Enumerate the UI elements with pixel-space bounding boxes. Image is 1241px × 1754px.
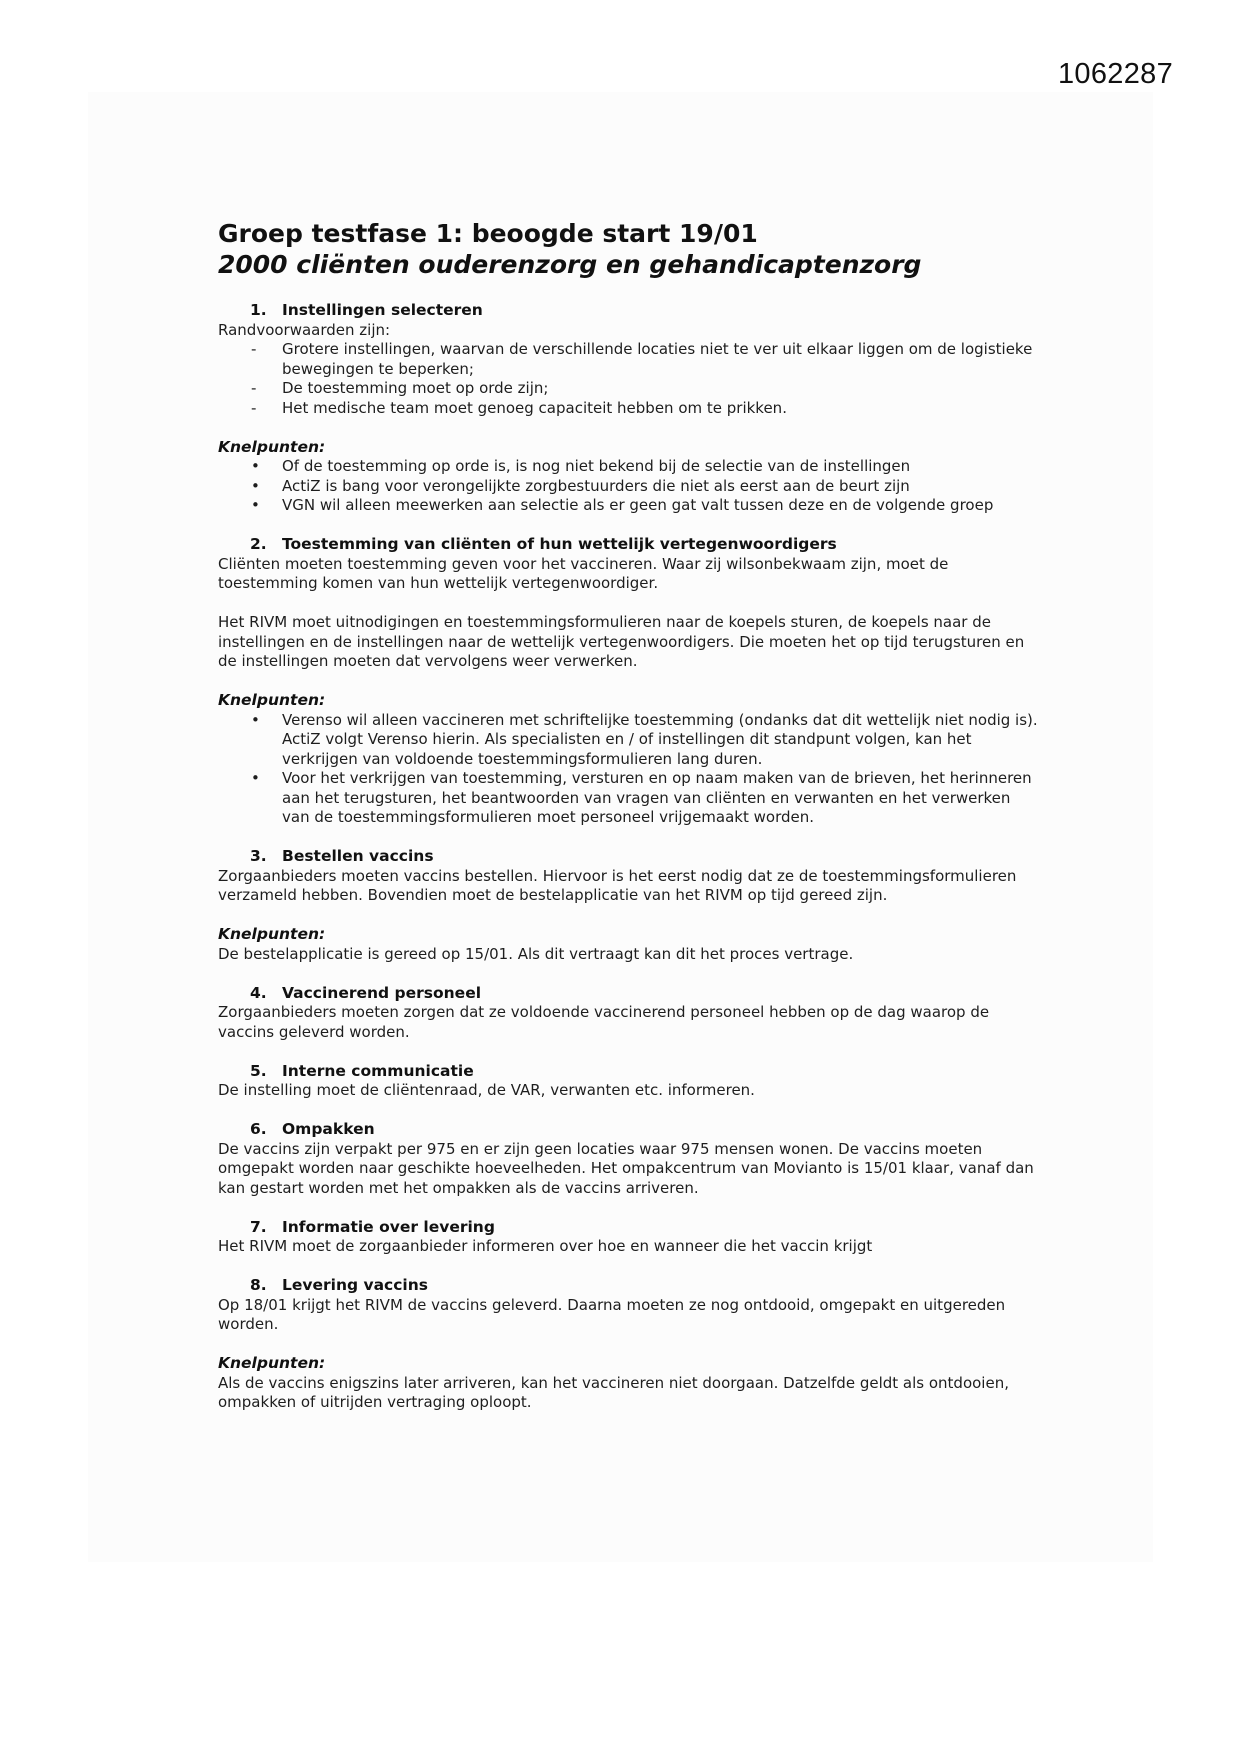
document-subtitle: 2000 cliënten ouderenzorg en gehandicaptenzorg — [218, 250, 922, 279]
list-item-text: Het medische team moet genoeg capaciteit hebben om te prikken. — [282, 398, 787, 417]
section-title: Instellingen selecteren — [282, 301, 483, 319]
paragraph: Zorgaanbieders moeten zorgen dat ze voldoende vaccinerend personeel hebben op de dag waarop de vaccins geleverd worden. — [218, 1003, 990, 1041]
paragraph: Op 18/01 krijgt het RIVM de vaccins geleverd. Daarna moeten ze nog ontdooid, omgepakt en uitgereden worden. — [218, 1295, 1006, 1333]
bullet-marker: • — [251, 496, 260, 514]
section-heading — [218, 535, 1038, 555]
knelpunten-label: Knelpunten: — [218, 925, 326, 943]
list-item — [218, 477, 1038, 497]
knelpunten-label: Knelpunten: — [218, 1354, 326, 1372]
section-title: Ompakken — [282, 1120, 375, 1138]
list-item-text: Verenso wil alleen vaccineren met schriftelijke toestemming (ondanks dat dit wettelijk niet nodig is). ActiZ volgt Verenso hierin. Als specialisten en / of instellingen dit standpunt volgen, kan het verkrijgen van voldoende toestemmingsformulieren lang duren. — [282, 710, 1038, 768]
dash-marker: - — [251, 379, 257, 397]
section-informatie-levering — [218, 1218, 1038, 1257]
knelpunten-list — [218, 711, 1038, 828]
paragraph: Het RIVM moet de zorgaanbieder informeren over hoe en wanneer die het vaccin krijgt — [218, 1237, 873, 1255]
section-levering-vaccins — [218, 1276, 1038, 1413]
section-title: Bestellen vaccins — [282, 847, 434, 865]
section-heading — [218, 1276, 1038, 1296]
bullet-marker: • — [251, 710, 260, 729]
section-heading — [218, 984, 1038, 1004]
dash-marker: - — [251, 340, 257, 358]
list-item-text: Grotere instellingen, waarvan de verschillende locaties niet te ver uit elkaar liggen om de logistieke bewegingen te beperken; — [282, 340, 1033, 378]
section-number: 8. — [250, 1276, 267, 1294]
section-heading — [218, 1120, 1038, 1140]
document-id: 1062287 — [1058, 58, 1173, 90]
bullet-marker: • — [251, 476, 260, 495]
section-number: 4. — [250, 983, 267, 1002]
section-number: 2. — [250, 535, 267, 553]
paragraph: De vaccins zijn verpakt per 975 en er zijn geen locaties waar 975 mensen wonen. De vaccins moeten omgepakt worden naar geschikte hoeveelheden. Het ompakcentrum van Movianto is 15/01 klaar, vanaf dan kan gestart worden met het ompakken als de vaccins arriveren. — [218, 1139, 1034, 1197]
section-number: 3. — [250, 847, 267, 865]
list-item — [218, 379, 1038, 399]
section-title: Levering vaccins — [282, 1276, 429, 1294]
knelpunten-text: De bestelapplicatie is gereed op 15/01. Als dit vertraagt kan dit het proces vertrage. — [218, 944, 854, 963]
section-instellingen-selecteren — [218, 301, 1038, 516]
list-item — [218, 496, 1038, 516]
section-title: Interne communicatie — [282, 1061, 474, 1080]
dash-marker: - — [251, 398, 257, 417]
conditions-intro: Randvoorwaarden zijn: — [218, 320, 391, 339]
knelpunten-list — [218, 457, 1038, 516]
list-item-text: De toestemming moet op orde zijn; — [282, 379, 549, 397]
list-item-text: ActiZ is bang voor verongelijkte zorgbestuurders die niet als eerst aan de beurt zijn — [282, 476, 910, 495]
paragraph: De instelling moet de cliëntenraad, de VAR, verwanten etc. informeren. — [218, 1081, 755, 1099]
section-title: Toestemming van cliënten of hun wettelijk vertegenwoordigers — [282, 535, 837, 553]
paragraph: Zorgaanbieders moeten vaccins bestellen. Hiervoor is het eerst nodig dat ze de toestemmingsformulieren verzameld hebben. Bovendien moet de bestelapplicatie van het RIVM op tijd gereed zijn. — [218, 866, 1017, 904]
document-body — [218, 218, 1038, 1413]
section-heading — [218, 1218, 1038, 1238]
list-item — [218, 340, 1038, 379]
bullet-marker: • — [251, 769, 260, 787]
section-bestellen-vaccins — [218, 847, 1038, 964]
section-heading — [218, 1062, 1038, 1082]
bullet-marker: • — [251, 457, 260, 475]
section-ompakken — [218, 1120, 1038, 1198]
list-item-text: Of de toestemming op orde is, is nog niet bekend bij de selectie van de instellingen — [282, 457, 911, 475]
list-item — [218, 399, 1038, 419]
section-toestemming — [218, 535, 1038, 828]
section-number: 7. — [250, 1217, 267, 1236]
section-number: 1. — [250, 301, 267, 319]
section-heading — [218, 847, 1038, 867]
section-heading — [218, 301, 1038, 321]
section-interne-communicatie — [218, 1062, 1038, 1101]
list-item — [218, 711, 1038, 770]
document-title: Groep testfase 1: beoogde start 19/01 — [218, 219, 758, 248]
section-title: Vaccinerend personeel — [282, 983, 482, 1002]
list-item-text: Voor het verkrijgen van toestemming, versturen en op naam maken van de brieven, het herinneren aan het terugsturen, het beantwoorden van vragen van cliënten en verwanten en het verwerken van de toestemmingsformulieren moet personeel vrijgemaakt worden. — [282, 769, 1032, 826]
list-item — [218, 769, 1038, 828]
section-number: 6. — [250, 1120, 267, 1138]
section-title: Informatie over levering — [282, 1217, 495, 1236]
knelpunten-label: Knelpunten: — [218, 691, 326, 709]
list-item — [218, 457, 1038, 477]
paragraph: Het RIVM moet uitnodigingen en toestemmingsformulieren naar de koepels sturen, de koepels naar de instellingen en de instellingen naar de wettelijk vertegenwoordigers. Die moeten het op tijd terugsturen en de instellingen moeten dat vervolgens weer verwerken. — [218, 613, 1025, 670]
list-item-text: VGN wil alleen meewerken aan selectie als er geen gat valt tussen deze en de volgende groep — [282, 496, 994, 514]
paragraph: Cliënten moeten toestemming geven voor het vaccineren. Waar zij wilsonbekwaam zijn, moet de toestemming komen van hun wettelijk vertegenwoordiger. — [218, 554, 949, 592]
knelpunten-text: Als de vaccins enigszins later arriveren, kan het vaccineren niet doorgaan. Datzelfde geldt als ontdooien, ompakken of uitrijden vertraging oploopt. — [218, 1373, 1009, 1411]
conditions-list — [218, 340, 1038, 418]
section-vaccinerend-personeel — [218, 984, 1038, 1043]
section-number: 5. — [250, 1061, 267, 1080]
knelpunten-label: Knelpunten: — [218, 437, 326, 456]
